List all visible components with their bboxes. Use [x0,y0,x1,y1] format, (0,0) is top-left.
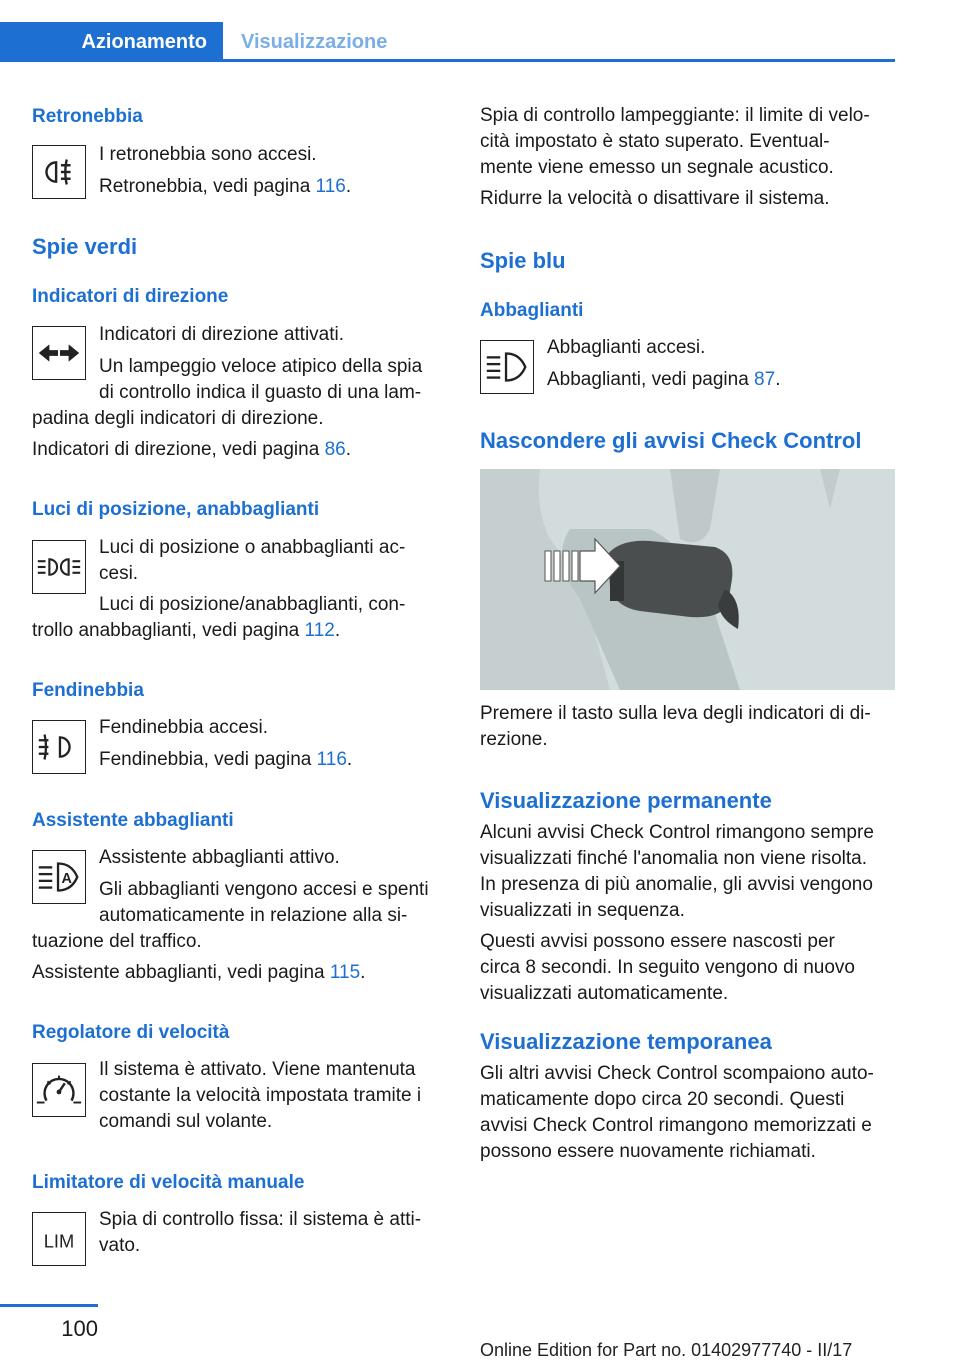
tab-visualizzazione[interactable]: Visualizzazione [241,31,388,53]
turn-signal-lever-illustration [480,469,895,690]
parking-lights-icon [32,540,86,594]
perm-line2: visualizzati finché l'anomalia non viene risolta. [480,848,867,869]
abbaglianti-line1: Abbaglianti accesi. [547,337,706,358]
high-beam-assistant-icon [32,850,86,904]
rear-fog-light-icon [32,145,86,199]
assistente-line3: Assistente abbaglianti, vedi pagina 115. [32,962,366,983]
assistente-line2c: tuazione del traffico. [32,931,202,952]
retronebbia-line1: I retronebbia sono accesi. [99,144,317,165]
edition-text: Online Edition for Part no. 01402977740 - II/17 [480,1340,853,1360]
perm-line3: In presenza di più anomalie, gli avvisi vengono [480,874,873,895]
limitatore-line2: vato. [99,1235,141,1256]
perm-line7: visualizzati automaticamente. [480,983,729,1004]
lim-icon [32,1212,86,1266]
svg-text:A: A [61,870,72,887]
high-beam-icon [480,340,534,394]
assistente-line2a: Gli abbaglianti vengono accesi e spenti [99,879,429,900]
perm-line4: visualizzati in sequenza. [480,900,685,921]
regolatore-line1: Il sistema è attivato. Viene mantenuta [99,1059,416,1080]
page-link-86[interactable]: 86 [324,439,346,460]
limitatore-line1: Spia di controllo fissa: il sistema è atti‐ [99,1209,422,1230]
luci-line1a: Luci di posizione o anabbaglianti ac‐ [99,537,406,558]
abbaglianti-line2: Abbaglianti, vedi pagina 87. [547,369,781,390]
intro-line4: Ridurre la velocità o disattivare il sistema. [480,188,830,209]
heading-fendinebbia: Fendinebbia [32,680,144,701]
luci-line1b: cesi. [99,563,139,584]
heading-assistente: Assistente abbaglianti [32,810,234,831]
intro-line2: cità impostato è stato superato. Eventual‐ [480,131,830,152]
page-link-87[interactable]: 87 [754,369,776,390]
regolatore-line3: comandi sul volante. [99,1111,273,1132]
turn-signal-icon [32,326,86,380]
heading-spie-verdi: Spie verdi [32,234,138,259]
heading-limitatore: Limitatore di velocità manuale [32,1172,305,1193]
indicatori-line1: Indicatori di direzione attivati. [99,324,345,345]
page-link-116b[interactable]: 116 [316,749,347,770]
heading-indicatori: Indicatori di direzione [32,286,229,307]
header-rule [223,59,895,62]
heading-temporanea: Visualizzazione temporanea [480,1029,772,1054]
tab-azionamento[interactable]: Azionamento [0,22,223,62]
heading-luci: Luci di posizione, anabbaglianti [32,499,320,520]
page-link-112[interactable]: 112 [304,620,335,641]
temp-line2: maticamente dopo circa 20 secondi. Questi [480,1089,845,1110]
cruise-control-icon [32,1063,86,1117]
temp-line4: possono essere nuovamente richiamati. [480,1141,816,1162]
heading-retronebbia: Retronebbia [32,106,143,127]
heading-nascondere: Nascondere gli avvisi Check Control [480,428,862,453]
perm-line1: Alcuni avvisi Check Control rimangono sempre [480,822,874,843]
luci-line2a: Luci di posizione/anabbaglianti, con‐ [99,594,406,615]
perm-line6: circa 8 secondi. In seguito vengono di nuovo [480,957,855,978]
indicatori-line2c: padina degli indicatori di direzione. [32,408,324,429]
lim-icon-label: LIM [43,1230,75,1252]
page-number: 100 [61,1316,98,1341]
heading-spie-blu: Spie blu [480,248,566,273]
temp-line3: avvisi Check Control rimangono memorizzati e [480,1115,872,1136]
indicatori-line3: Indicatori di direzione, vedi pagina 86. [32,439,351,460]
heading-permanente: Visualizzazione permanente [480,788,772,813]
indicatori-line2a: Un lampeggio veloce atipico della spia [99,356,423,377]
intro-line3: mente viene emesso un segnale acustico. [480,157,834,178]
assistente-line2b: automaticamente in relazione alla si‐ [99,905,408,926]
page-link-116[interactable]: 116 [315,176,346,197]
regolatore-line2: costante la velocità impostata tramite i [99,1085,422,1106]
luci-line2b: trollo anabbaglianti, vedi pagina 112. [32,620,341,641]
footer-rule [0,1304,98,1307]
heading-regolatore: Regolatore di velocità [32,1022,230,1043]
chapter-tabs [0,22,895,62]
front-fog-light-icon [32,720,86,774]
heading-abbaglianti: Abbaglianti [480,300,584,321]
premere-line1: Premere il tasto sulla leva degli indicatori di di‐ [480,703,871,724]
fendinebbia-line1: Fendinebbia accesi. [99,717,268,738]
retronebbia-line2: Retronebbia, vedi pagina 116. [99,176,352,197]
intro-line1: Spia di controllo lampeggiante: il limite di velo‐ [480,105,870,126]
premere-line2: rezione. [480,729,548,750]
indicatori-line2b: di controllo indica il guasto di una lam‐ [99,382,422,403]
perm-line5: Questi avvisi possono essere nascosti per [480,931,835,952]
temp-line1: Gli altri avvisi Check Control scompaiono auto‐ [480,1063,874,1084]
page-link-115[interactable]: 115 [329,962,361,983]
assistente-line1: Assistente abbaglianti attivo. [99,847,340,868]
fendinebbia-line2: Fendinebbia, vedi pagina 116. [99,749,353,770]
